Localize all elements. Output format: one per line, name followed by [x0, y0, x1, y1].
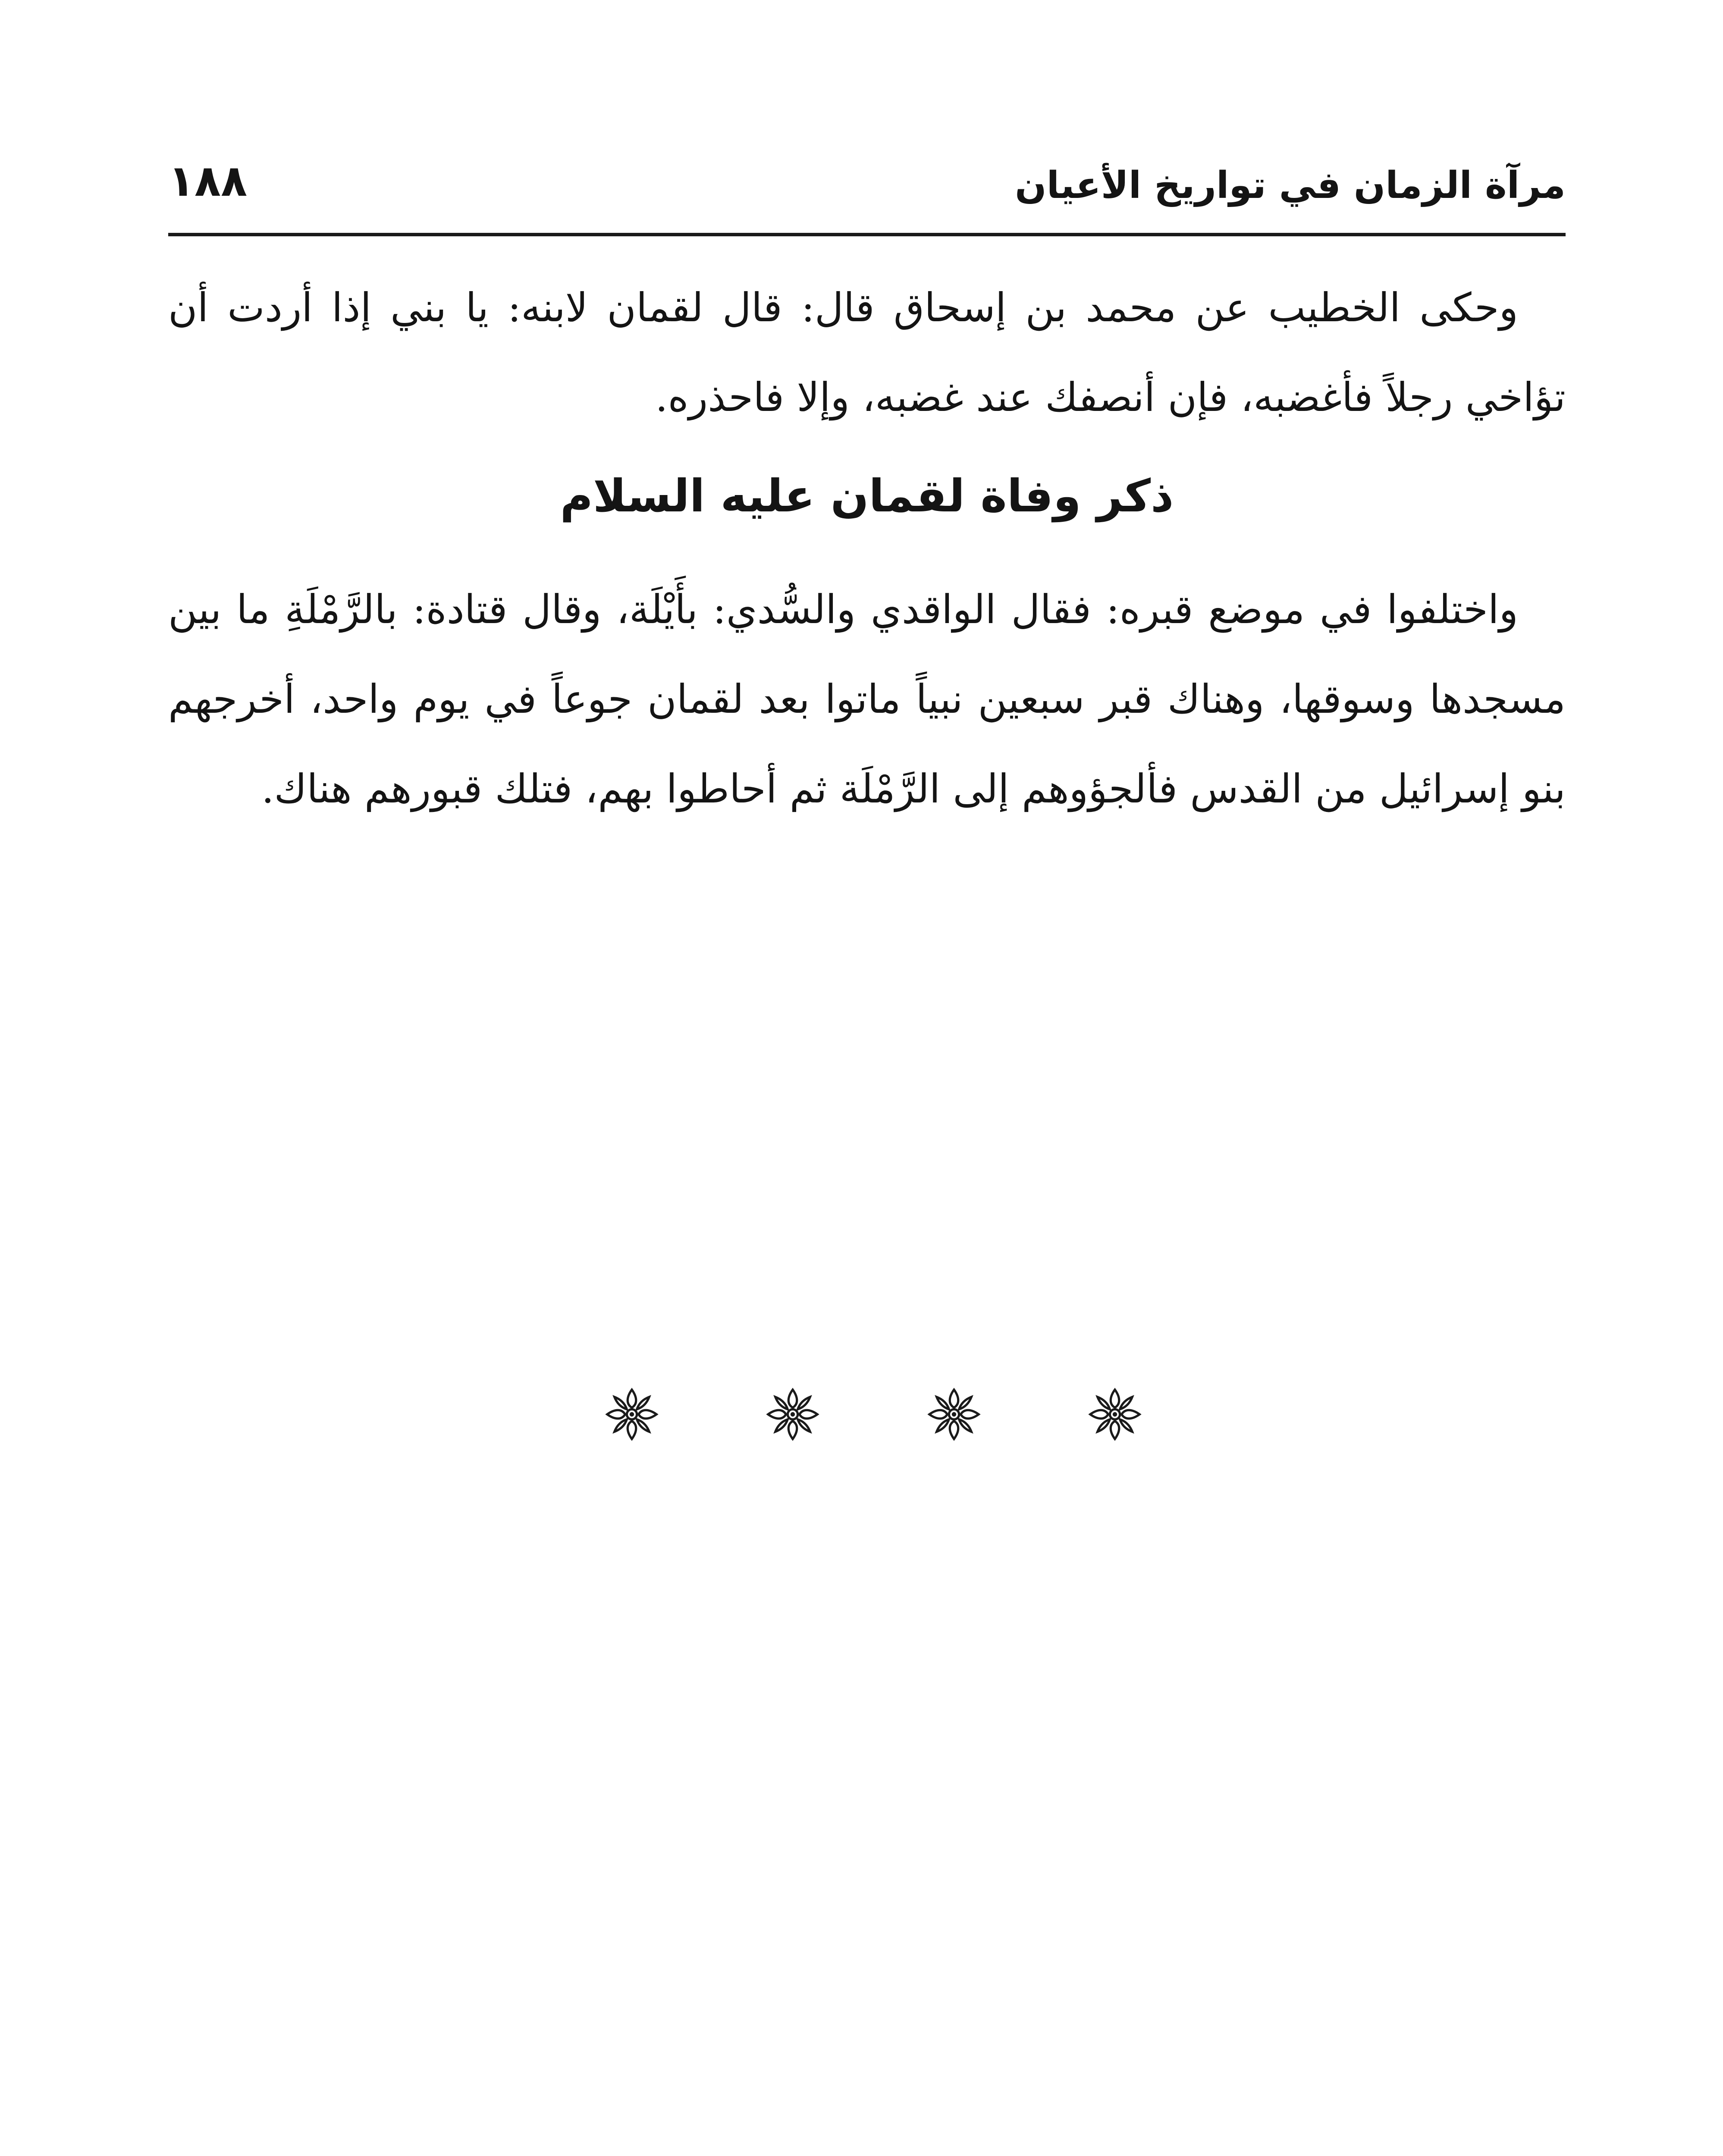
flower-ornament-icon — [1087, 1386, 1143, 1442]
running-title: مرآة الزمان في تواريخ الأعيان — [1015, 164, 1566, 207]
section-heading: ذكر وفاة لقمان عليه السلام — [560, 470, 1174, 522]
ornament-divider — [604, 1384, 1143, 1445]
paragraph-khatib-narration: وحكى الخطيب عن محمد بن إسحاق قال: قال لقمان لابنه: يا بني إذا أردت أن تؤاخي رجلاً فأغضبه، فإن أنصفك عند غضبه، وإلا فاحذره. — [168, 285, 1566, 420]
flower-ornament-icon — [604, 1386, 660, 1442]
flower-ornament-icon — [765, 1386, 821, 1442]
flower-ornament-icon — [926, 1386, 982, 1442]
paragraph-burial-place: واختلفوا في موضع قبره: فقال الواقدي والسُّدي: بأَيْلَة، وقال قتادة: بالرَّمْلَةِ ما بين مسجدها وسوقها، وهناك قبر سبعين نبياً ماتوا بعد لقمان جوعاً في يوم واحد، أخرجهم بنو إسرائيل من القدس فألجؤوهم إلى الرَّمْلَة ثم أحاطوا بهم، فتلك قبورهم هناك. — [168, 586, 1566, 812]
header-divider — [168, 233, 1566, 236]
page-number: ١٨٨ — [168, 156, 248, 206]
running-header — [168, 147, 1566, 229]
